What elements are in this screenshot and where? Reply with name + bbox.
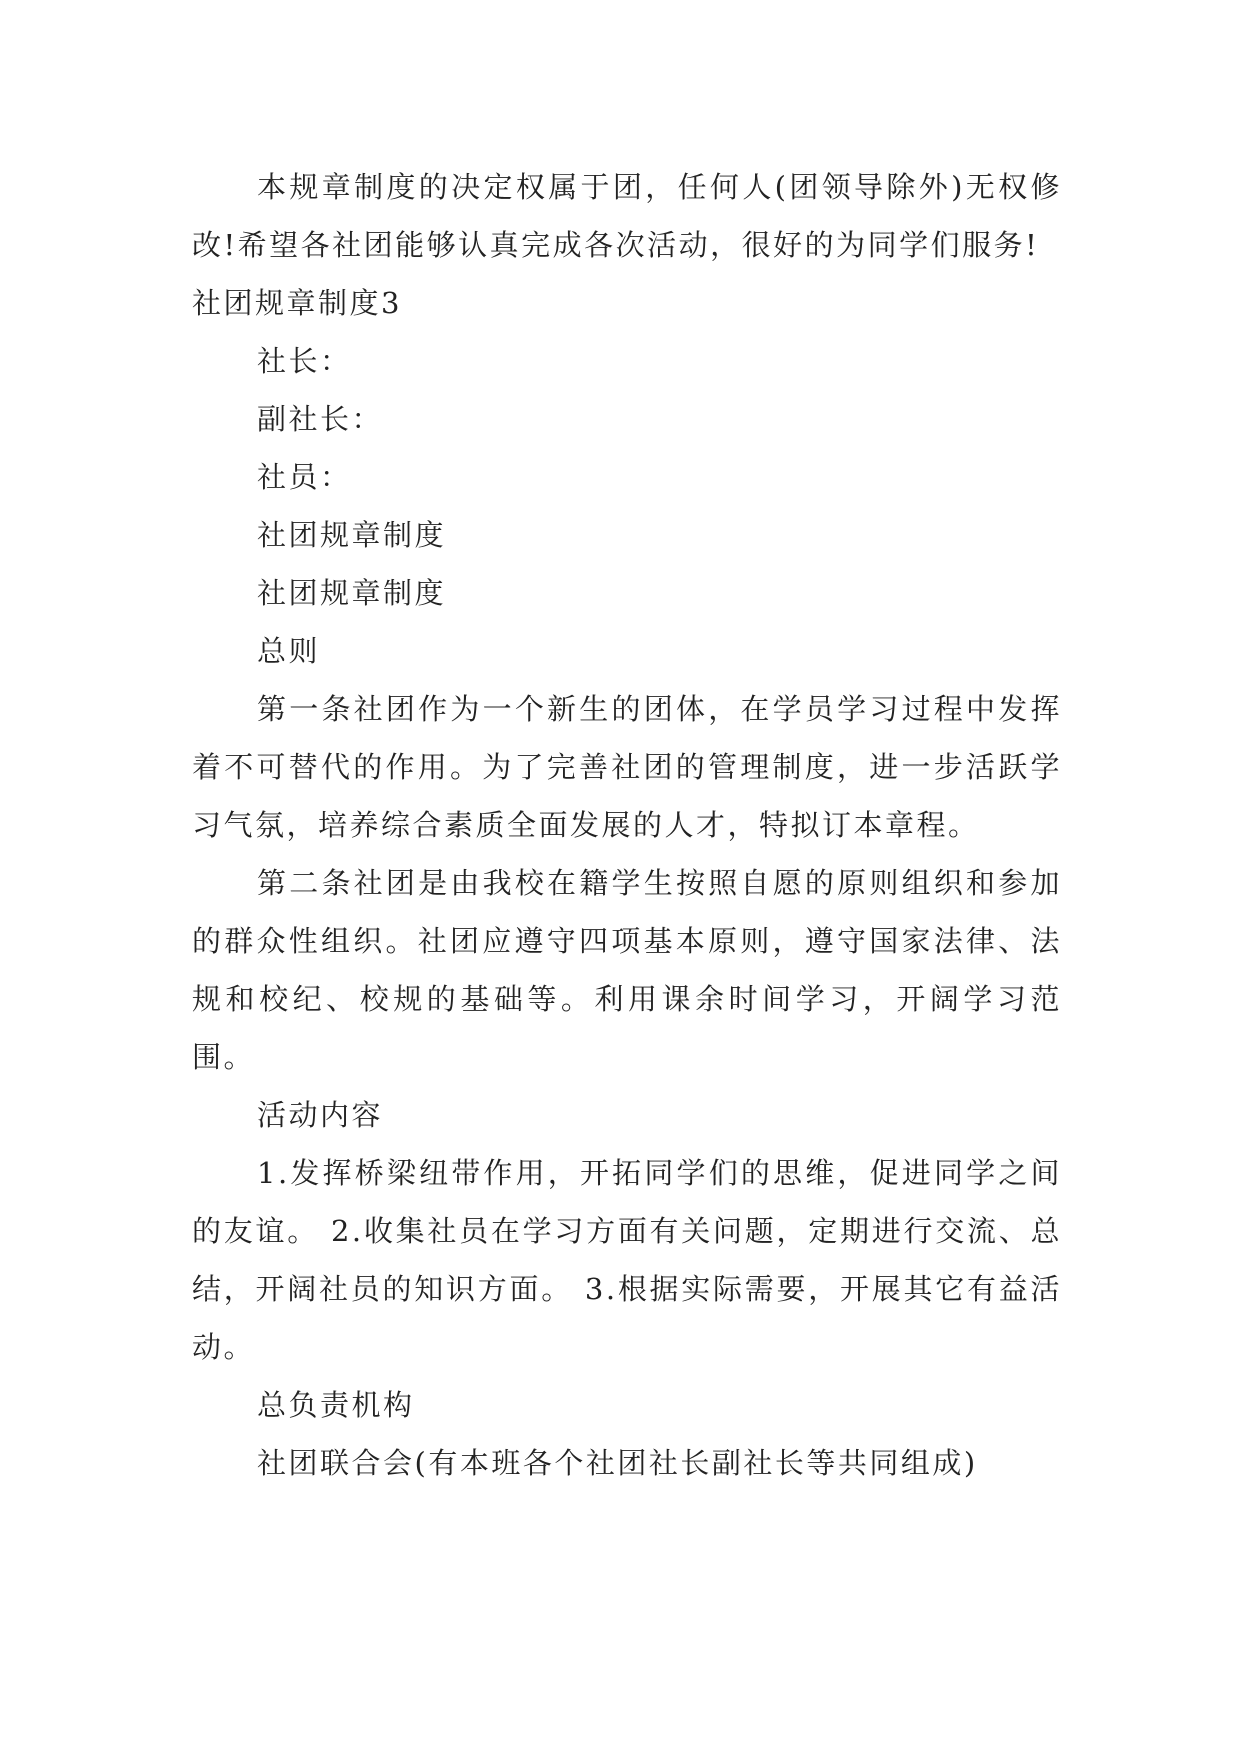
paragraph-article-2: 第二条社团是由我校在籍学生按照自愿的原则组织和参加的群众性组织。社团应遵守四项基本原则，遵守国家法律、法规和校纪、校规的基础等。利用课余时间学习，开阔学习范围。 — [192, 866, 1062, 1074]
subtitle-activities: 活动内容 — [257, 1098, 384, 1132]
subtitle-governing-body: 总负责机构 — [257, 1388, 415, 1422]
subtitle-rules: 社团规章制度 — [257, 518, 447, 552]
subtitle-general-principles: 总则 — [257, 634, 321, 668]
field-vice-president: 副社长： — [257, 402, 384, 436]
field-members: 社员： — [257, 460, 352, 494]
section-heading: 社团规章制度3 — [192, 286, 402, 320]
paragraph-governing-body: 社团联合会(有本班各个社团社长副社长等共同组成) — [257, 1446, 978, 1480]
paragraph-article-1: 第一条社团作为一个新生的团体，在学员学习过程中发挥着不可替代的作用。为了完善社团的管理制度，进一步活跃学习气氛，培养综合素质全面发展的人才，特拟订本章程。 — [192, 692, 1062, 842]
paragraph-closing-statement: 本规章制度的决定权属于团，任何人(团领导除外)无权修改!希望各社团能够认真完成各次活动，很好的为同学们服务! — [192, 170, 1062, 262]
subtitle-rules-repeat: 社团规章制度 — [257, 576, 447, 610]
document-body — [192, 158, 1062, 1492]
field-president: 社长： — [257, 344, 352, 378]
paragraph-activities-list: 1.发挥桥梁纽带作用，开拓同学们的思维，促进同学之间的友谊。 2.收集社员在学习方面有关问题，定期进行交流、总结，开阔社员的知识方面。 3.根据实际需要，开展其它有益活动。 — [192, 1156, 1062, 1364]
